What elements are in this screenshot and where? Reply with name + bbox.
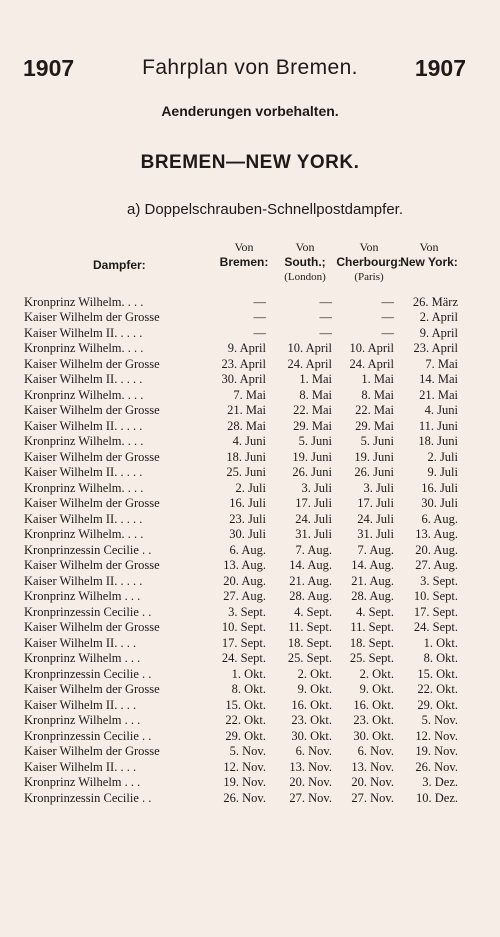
ship-name: Kaiser Wilhelm II. . . . [24,635,137,650]
arrival-newyork: 29. Okt. [417,697,458,712]
departure-southampton: 2. Okt. [297,666,332,681]
ship-name: Kronprinz Wilhelm . . . [24,651,141,666]
departure-cherbourg: 17. Juli [357,496,394,511]
table-row [24,403,458,418]
departure-cherbourg: 5. Juni [360,434,394,449]
subtitle: Aenderungen vorbehalten. [161,103,339,119]
table-row [24,543,458,558]
departure-bremen: 24. Sept. [221,651,266,666]
ship-name: Kaiser Wilhelm der Grosse [24,310,160,325]
schedule-body [24,295,458,806]
ship-name: Kronprinzessin Cecilie . . [24,790,152,805]
ship-name: Kronprinz Wilhelm . . . [24,713,141,728]
departure-southampton: 8. Mai [299,387,332,402]
departure-bremen: 27. Aug. [223,589,266,604]
ship-name: Kaiser Wilhelm der Grosse [24,403,160,418]
port-note: (London) [284,271,326,283]
departure-bremen: 1. Okt. [231,666,266,681]
arrival-newyork: 8. Okt. [423,651,458,666]
arrival-newyork: 26. März [412,295,458,309]
departure-southampton: 18. Sept. [287,635,332,650]
departure-cherbourg: 24. Juli [357,511,394,526]
column-header-cherbourg [336,240,402,285]
departure-cherbourg: — [381,325,394,340]
arrival-newyork: 9. April [419,325,458,340]
ship-name: Kronprinzessin Cecilie . . [24,542,152,557]
departure-bremen: 23. Juli [229,511,266,526]
ship-name: Kronprinzessin Cecilie . . [24,604,152,619]
table-row [24,310,458,325]
departure-cherbourg: 1. Mai [361,372,394,387]
departure-bremen: 6. Aug. [229,542,266,557]
arrival-newyork: 3. Dez. [422,775,458,790]
departure-bremen: 7. Mai [233,387,266,402]
departure-cherbourg: 6. Nov. [357,744,394,759]
arrival-newyork: 30. Juli [421,496,458,511]
arrival-newyork: 24. Sept. [413,620,458,635]
departure-southampton: 30. Okt. [291,728,332,743]
table-row [24,651,458,666]
departure-southampton: 5. Juni [298,434,332,449]
route-heading: BREMEN—NEW YORK. [140,152,360,173]
table-row [24,744,458,759]
departure-cherbourg: 25. Sept. [349,651,394,666]
von-label: Von [419,240,439,254]
departure-southampton: 6. Nov. [295,744,332,759]
ship-name: Kaiser Wilhelm II. . . . . [24,465,143,480]
departure-bremen: 28. Mai [227,418,266,433]
departure-cherbourg: 18. Sept. [349,635,394,650]
arrival-newyork: 2. Juli [427,449,458,464]
table-row [24,636,458,651]
ship-name: Kaiser Wilhelm der Grosse [24,682,160,697]
ship-name: Kronprinz Wilhelm. . . . [24,480,144,495]
ship-name: Kaiser Wilhelm der Grosse [24,744,160,759]
departure-southampton: 19. Juni [292,449,332,464]
table-row [24,791,458,806]
departure-southampton: 22. Mai [293,403,332,418]
table-row [24,372,458,387]
departure-bremen: 22. Okt. [225,713,266,728]
table-row [24,481,458,496]
ship-name: Kaiser Wilhelm der Grosse [24,356,160,371]
port-label: Bremen: [219,255,269,269]
departure-cherbourg: 19. Juni [354,449,394,464]
ship-name: Kaiser Wilhelm II. . . . [24,697,137,712]
departure-cherbourg: 29. Mai [355,418,394,433]
departure-bremen: 19. Nov. [223,775,266,790]
departure-bremen: 5. Nov. [229,744,266,759]
table-row [24,682,458,697]
arrival-newyork: 3. Sept. [420,573,458,588]
departure-cherbourg: 11. Sept. [350,620,394,635]
arrival-newyork: 17. Sept. [413,604,458,619]
table-row [24,326,458,341]
departure-cherbourg: 10. April [349,341,394,356]
table-row [24,698,458,713]
ship-name: Kaiser Wilhelm II. . . . . [24,325,143,340]
departure-cherbourg: 28. Aug. [351,589,394,604]
departure-cherbourg: 24. April [349,356,394,371]
departure-southampton: 10. April [287,341,332,356]
column-header-southampton [272,240,338,285]
table-row [24,295,458,310]
von-label: Von [359,240,379,254]
departure-cherbourg: 23. Okt. [353,713,394,728]
departure-southampton: 25. Sept. [287,651,332,666]
table-row [24,419,458,434]
departure-bremen: 9. April [227,341,266,356]
departure-bremen: 10. Sept. [221,620,266,635]
ship-name: Kaiser Wilhelm II. . . . . [24,418,143,433]
column-header-ship: Dampfer: [93,258,146,272]
departure-cherbourg: 3. Juli [363,480,394,495]
arrival-newyork: 16. Juli [421,480,458,495]
arrival-newyork: 23. April [413,341,458,356]
departure-bremen: 29. Okt. [225,728,266,743]
arrival-newyork: 11. Juni [418,418,458,433]
arrival-newyork: 19. Nov. [415,744,458,759]
von-label: Von [234,240,254,254]
departure-cherbourg: 30. Okt. [353,728,394,743]
departure-southampton: 29. Mai [293,418,332,433]
year-right: 1907 [414,55,466,81]
departure-cherbourg: 20. Nov. [351,775,394,790]
table-row [24,775,458,790]
arrival-newyork: 26. Nov. [415,759,458,774]
departure-bremen: 13. Aug. [223,558,266,573]
departure-cherbourg: 16. Okt. [353,697,394,712]
departure-cherbourg: 9. Okt. [359,682,394,697]
departure-bremen: 30. Juli [229,527,266,542]
table-row [24,558,458,573]
departure-bremen: 26. Nov. [223,790,266,805]
ship-name: Kaiser Wilhelm II. . . . . [24,372,143,387]
arrival-newyork: 13. Aug. [415,527,458,542]
departure-southampton: 26. Juni [292,465,332,480]
table-row [24,357,458,372]
departure-bremen: — [253,325,266,340]
departure-bremen: 25. Juni [226,465,266,480]
arrival-newyork: 9. Juli [427,465,458,480]
departure-cherbourg: 21. Aug. [351,573,394,588]
departure-cherbourg: 7. Aug. [357,542,394,557]
departure-southampton: — [319,325,332,340]
departure-cherbourg: 2. Okt. [359,666,394,681]
departure-cherbourg: 31. Juli [357,527,394,542]
arrival-newyork: 5. Nov. [421,713,458,728]
arrival-newyork: 4. Juni [424,403,458,418]
table-row [24,589,458,604]
ship-name: Kronprinz Wilhelm. . . . [24,341,144,356]
departure-cherbourg: 26. Juni [354,465,394,480]
table-row [24,605,458,620]
departure-bremen: 20. Aug. [223,573,266,588]
ship-name: Kronprinz Wilhelm . . . [24,775,141,790]
departure-southampton: 21. Aug. [289,573,332,588]
departure-southampton: 13. Nov. [289,759,332,774]
departure-cherbourg: 22. Mai [355,403,394,418]
departure-southampton: 31. Juli [295,527,332,542]
page-title: Fahrplan von Bremen. [142,56,358,79]
arrival-newyork: 1. Okt. [423,635,458,650]
arrival-newyork: 22. Okt. [417,682,458,697]
arrival-newyork: 2. April [419,310,458,325]
schedule-table [24,295,458,806]
departure-bremen: 17. Sept. [221,635,266,650]
table-row [24,713,458,728]
arrival-newyork: 15. Okt. [417,666,458,681]
departure-southampton: 24. April [287,356,332,371]
ship-name: Kronprinzessin Cecilie . . [24,728,152,743]
arrival-newyork: 18. Juni [418,434,458,449]
arrival-newyork: 10. Sept. [413,589,458,604]
column-header-newyork [398,240,460,270]
arrival-newyork: 7. Mai [425,356,458,371]
departure-cherbourg: 4. Sept. [356,604,394,619]
ship-name: Kronprinz Wilhelm. . . . [24,295,144,309]
table-row [24,667,458,682]
table-row [24,729,458,744]
arrival-newyork: 20. Aug. [415,542,458,557]
arrival-newyork: 12. Nov. [415,728,458,743]
ship-name: Kronprinz Wilhelm . . . [24,589,141,604]
table-row [24,388,458,403]
departure-southampton: 24. Juli [295,511,332,526]
departure-southampton: — [319,295,332,309]
departure-bremen: 15. Okt. [225,697,266,712]
table-row [24,574,458,589]
ship-name: Kronprinz Wilhelm. . . . [24,527,144,542]
ship-name: Kaiser Wilhelm der Grosse [24,449,160,464]
von-label: Von [295,240,315,254]
ship-name: Kaiser Wilhelm der Grosse [24,558,160,573]
departure-bremen: 16. Juli [229,496,266,511]
departure-southampton: 17. Juli [295,496,332,511]
ship-name: Kaiser Wilhelm der Grosse [24,496,160,511]
arrival-newyork: 10. Dez. [416,790,458,805]
departure-cherbourg: 14. Aug. [351,558,394,573]
table-row [24,527,458,542]
departure-southampton: 11. Sept. [288,620,332,635]
departure-bremen: 8. Okt. [231,682,266,697]
departure-cherbourg: — [381,295,394,309]
departure-bremen: — [253,310,266,325]
departure-southampton: — [319,310,332,325]
table-row [24,341,458,356]
table-row [24,496,458,511]
port-note: (Paris) [354,271,384,283]
departure-cherbourg: — [381,310,394,325]
departure-southampton: 16. Okt. [291,697,332,712]
table-row [24,450,458,465]
departure-bremen: 4. Juni [232,434,266,449]
ship-name: Kaiser Wilhelm II. . . . [24,759,137,774]
departure-southampton: 4. Sept. [294,604,332,619]
departure-southampton: 20. Nov. [289,775,332,790]
table-row [24,465,458,480]
departure-bremen: 3. Sept. [228,604,266,619]
departure-southampton: 3. Juli [301,480,332,495]
departure-southampton: 28. Aug. [289,589,332,604]
departure-southampton: 23. Okt. [291,713,332,728]
departure-southampton: 1. Mai [299,372,332,387]
table-row [24,760,458,775]
ship-name: Kaiser Wilhelm der Grosse [24,620,160,635]
table-row [24,434,458,449]
year-left: 1907 [23,55,75,81]
ship-name: Kaiser Wilhelm II. . . . . [24,511,143,526]
table-row [24,512,458,527]
departure-southampton: 9. Okt. [297,682,332,697]
ship-name: Kronprinz Wilhelm. . . . [24,387,144,402]
ship-name: Kronprinz Wilhelm. . . . [24,434,144,449]
departure-bremen: 30. April [221,372,266,387]
arrival-newyork: 14. Mai [419,372,458,387]
ship-name: Kaiser Wilhelm II. . . . . [24,573,143,588]
port-label: New York: [400,255,458,269]
column-header-bremen [214,240,274,270]
document-header [0,55,500,87]
departure-bremen: 21. Mai [227,403,266,418]
departure-southampton: 27. Nov. [289,790,332,805]
departure-bremen: 2. Juli [235,480,266,495]
port-label: South.; [284,255,326,269]
arrival-newyork: 27. Aug. [415,558,458,573]
ship-name: Kronprinzessin Cecilie . . [24,666,152,681]
section-heading: a) Doppelschrauben-Schnellpostdampfer. [127,201,403,218]
departure-cherbourg: 13. Nov. [351,759,394,774]
departure-southampton: 7. Aug. [295,542,332,557]
departure-cherbourg: 27. Nov. [351,790,394,805]
departure-bremen: 23. April [221,356,266,371]
arrival-newyork: 21. Mai [419,387,458,402]
departure-southampton: 14. Aug. [289,558,332,573]
port-label: Cherbourg: [336,255,402,269]
departure-bremen: — [253,295,266,309]
departure-cherbourg: 8. Mai [361,387,394,402]
departure-bremen: 18. Juni [226,449,266,464]
table-row [24,620,458,635]
departure-bremen: 12. Nov. [223,759,266,774]
arrival-newyork: 6. Aug. [421,511,458,526]
